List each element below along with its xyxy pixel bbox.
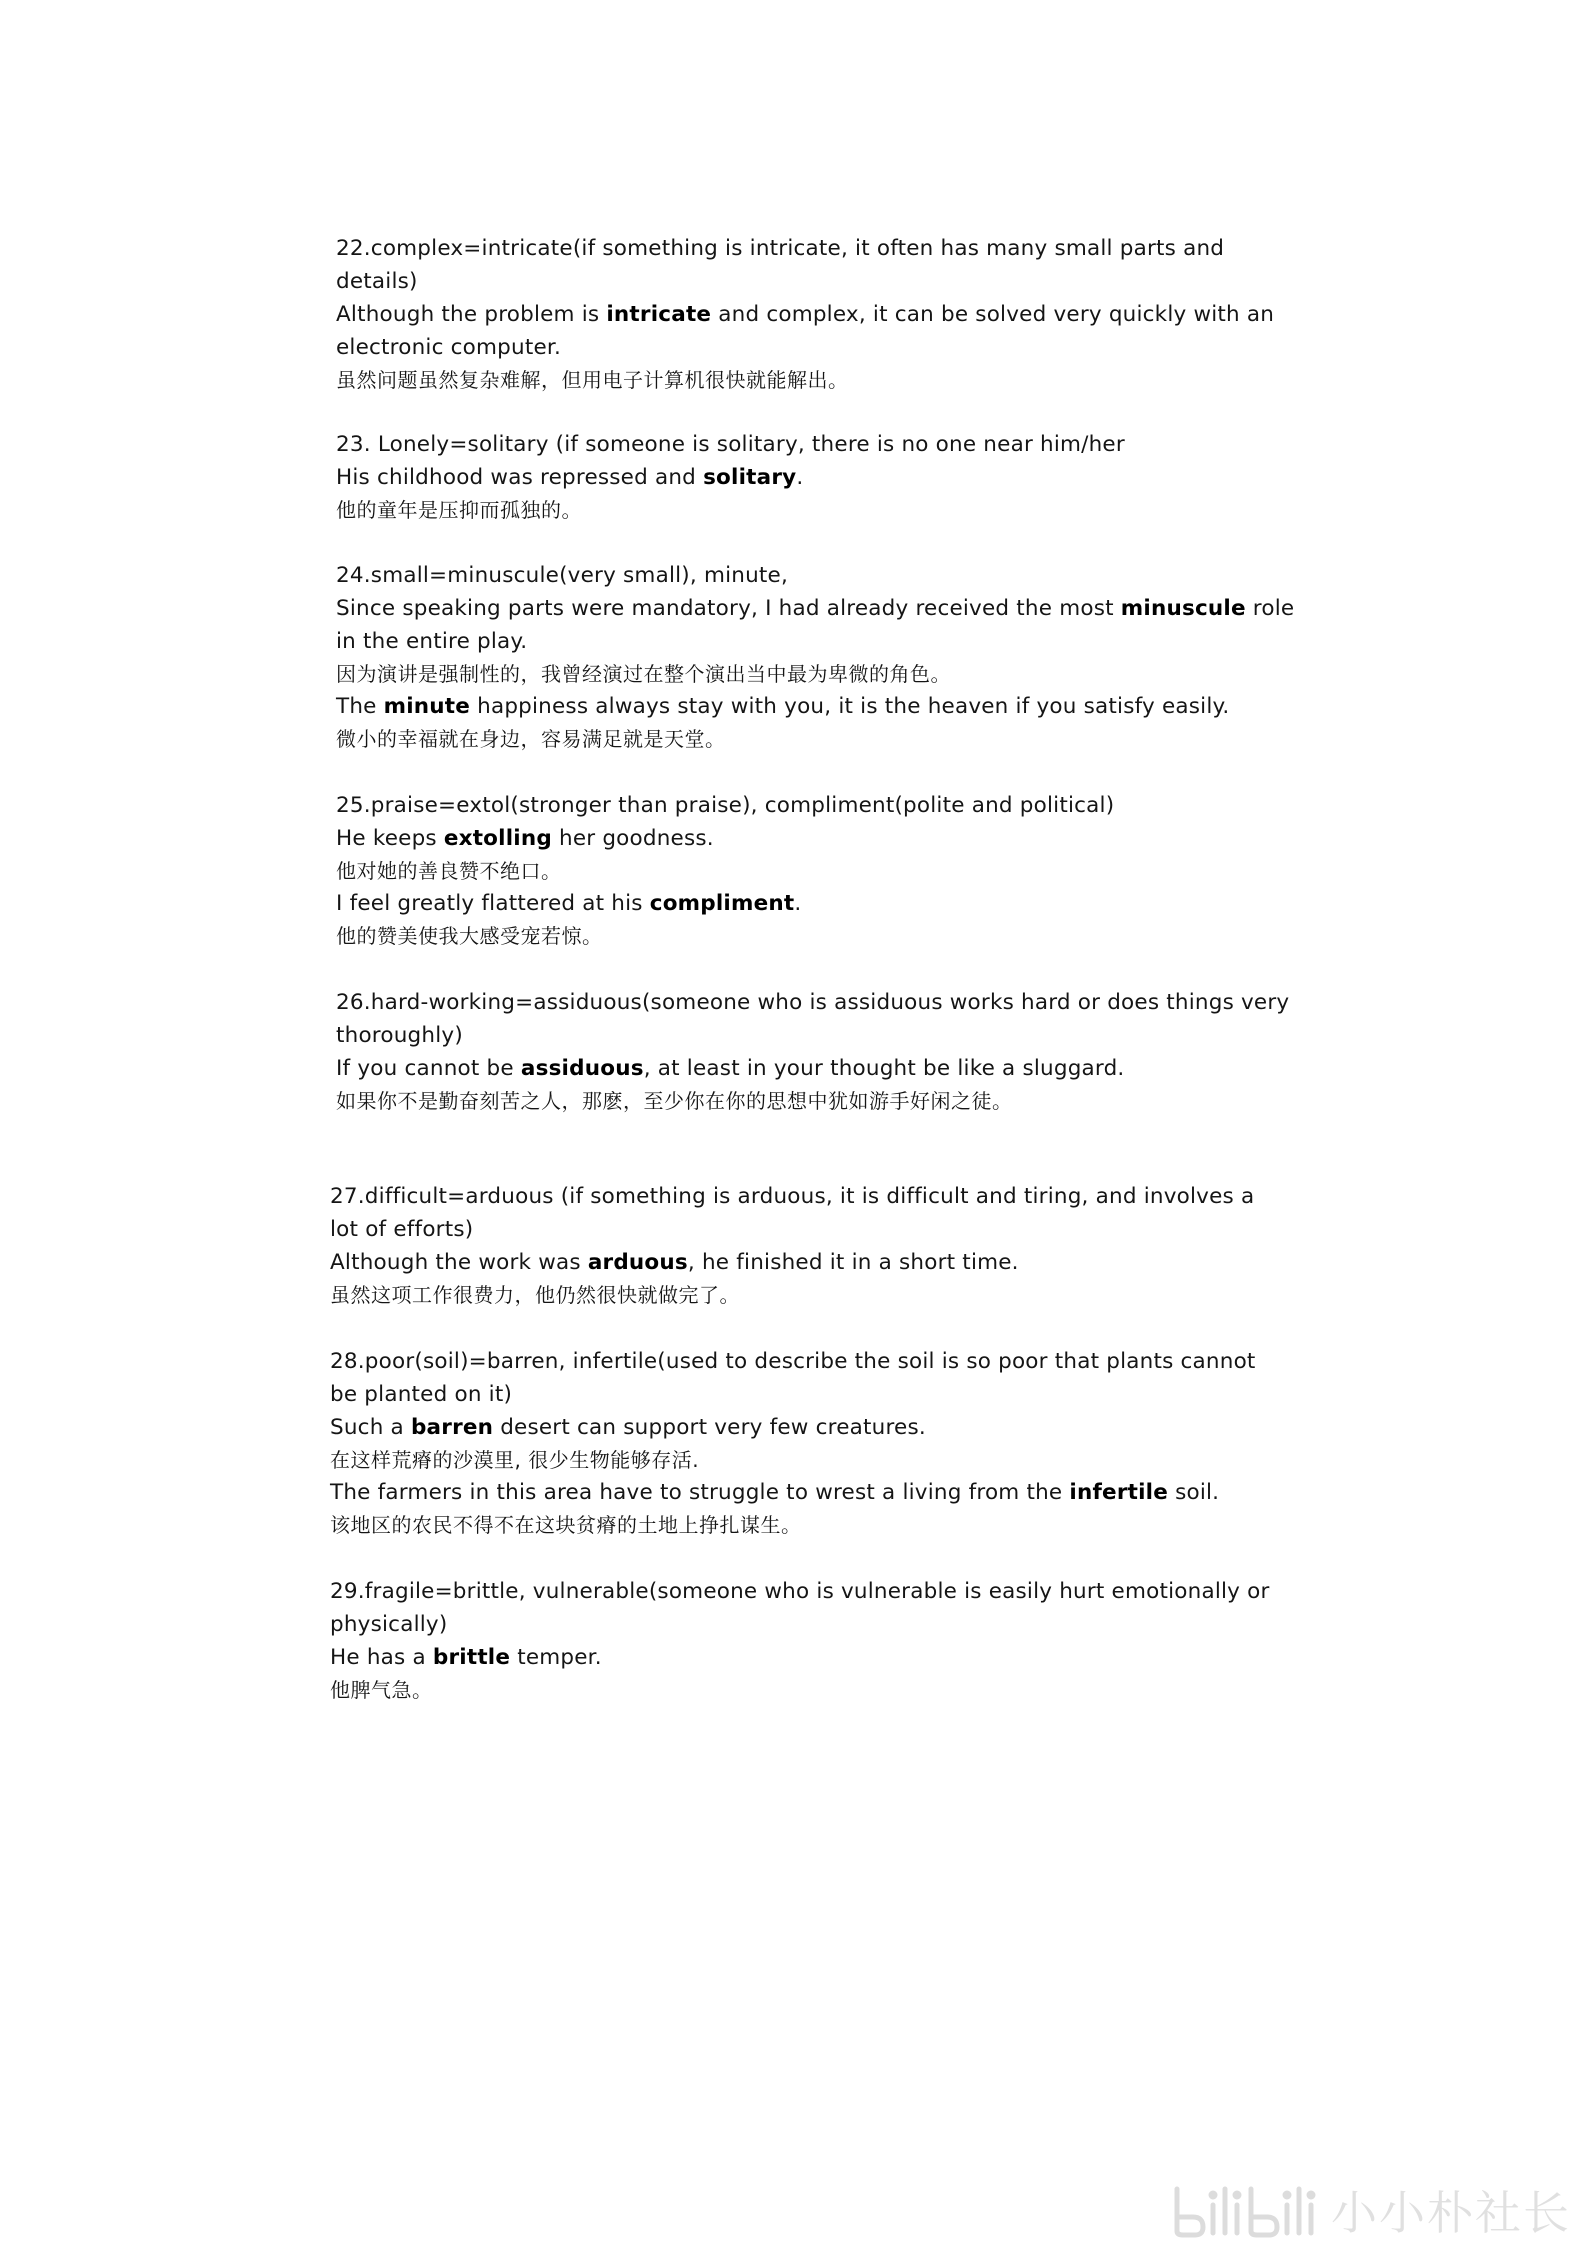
keyword: brittle <box>432 1645 511 1670</box>
watermark-author: 小小朴社长 <box>1331 2186 1571 2240</box>
text-line: 28.poor(soil)=barren, infertile(used to describe the soil is so poor that plants cannot <box>330 1349 1256 1374</box>
text-line: 26.hard-working=assiduous(someone who is assiduous works hard or does things very <box>336 990 1290 1015</box>
sentence-text: desert can support very few creatures. <box>493 1415 926 1440</box>
text-line <box>336 822 1256 855</box>
text-line <box>330 1641 1250 1674</box>
keyword: minute <box>383 694 471 719</box>
text-line <box>330 1411 1250 1444</box>
text-line: 24.small=minuscule(very small), minute, <box>336 563 789 588</box>
sentence-text: The <box>336 694 384 719</box>
text-line: details) <box>336 269 418 294</box>
sentence-text: . <box>796 465 804 490</box>
keyword: barren <box>410 1415 494 1440</box>
sentence-text: His childhood was repressed and <box>336 465 704 490</box>
sentence-text: , he finished it in a short time. <box>687 1250 1019 1275</box>
text-line: 27.difficult=arduous (if something is arduous, it is difficult and tiring, and involves a <box>330 1184 1255 1209</box>
sentence-text: He keeps <box>336 826 444 851</box>
sentence-text: and complex, it can be solved very quickly with an <box>711 302 1275 327</box>
text-line <box>330 1246 1250 1279</box>
sentence-text: soil. <box>1168 1480 1220 1505</box>
translation-line: 因为演讲是强制性的，我曾经演过在整个演出当中最为卑微的角色。 <box>336 662 951 686</box>
keyword: solitary <box>703 465 797 490</box>
text-line <box>336 592 1295 625</box>
sentence-text: I feel greatly flattered at his <box>336 891 650 916</box>
text-line <box>336 690 1256 723</box>
translation-line: 在这样荒瘠的沙漠里, 很少生物能够存活. <box>330 1448 700 1472</box>
translation-line: 他脾气急。 <box>330 1678 433 1702</box>
text-line: thoroughly) <box>336 1023 463 1048</box>
text-line: in the entire play. <box>336 629 528 654</box>
text-line: electronic computer. <box>336 335 562 360</box>
sentence-text: Such a <box>330 1415 411 1440</box>
translation-line: 微小的幸福就在身边，容易满足就是天堂。 <box>336 727 726 751</box>
sentence-text: The farmers in this area have to struggle to wrest a living from the <box>330 1480 1070 1505</box>
translation-line: 如果你不是勤奋刻苦之人，那麽，至少你在你的思想中犹如游手好闲之徒。 <box>336 1089 1013 1113</box>
text-line <box>330 1476 1250 1509</box>
translation-line: 他的童年是压抑而孤独的。 <box>336 498 582 522</box>
text-line <box>336 1052 1256 1085</box>
keyword: minuscule <box>1120 596 1246 621</box>
keyword: assiduous <box>520 1056 644 1081</box>
text-line: 25.praise=extol(stronger than praise), compliment(polite and political) <box>336 793 1115 818</box>
translation-line: 他对她的善良赞不绝口。 <box>336 859 562 883</box>
vocab-entry-22 <box>336 232 1275 396</box>
text-line: 22.complex=intricate(if something is intricate, it often has many small parts and <box>336 236 1225 261</box>
sentence-text: role <box>1245 596 1295 621</box>
vocab-entry-25 <box>336 789 1256 952</box>
text-line: 23. Lonely=solitary (if someone is solitary, there is no one near him/her <box>336 432 1125 457</box>
sentence-text: happiness always stay with you, it is the heaven if you satisfy easily. <box>470 694 1230 719</box>
text-line: physically) <box>330 1612 448 1637</box>
text-line <box>336 887 1256 920</box>
text-line <box>336 298 1275 331</box>
sentence-text: Although the work was <box>330 1250 588 1275</box>
translation-line: 他的赞美使我大感受宠若惊。 <box>336 924 603 948</box>
sentence-text: If you cannot be <box>336 1056 521 1081</box>
vocab-entry-23 <box>336 428 1256 526</box>
sentence-text: He has a <box>330 1645 433 1670</box>
text-line: be planted on it) <box>330 1382 513 1407</box>
sentence-text: , at least in your thought be like a sluggard. <box>643 1056 1125 1081</box>
vocab-entry-24 <box>336 559 1295 755</box>
vocab-entry-27 <box>330 1180 1255 1311</box>
vocab-entry-28 <box>330 1345 1256 1541</box>
sentence-text: her goodness. <box>551 826 714 851</box>
translation-line: 该地区的农民不得不在这块贫瘠的土地上挣扎谋生。 <box>330 1513 802 1537</box>
sentence-text: Since speaking parts were mandatory, I had already received the most <box>336 596 1121 621</box>
text-line <box>336 461 1256 494</box>
bilibili-logo-icon <box>1169 2183 1319 2239</box>
text-line: lot of efforts) <box>330 1217 474 1242</box>
keyword: arduous <box>587 1250 688 1275</box>
vocab-entry-29 <box>330 1575 1270 1706</box>
keyword: infertile <box>1069 1480 1169 1505</box>
translation-line: 虽然问题虽然复杂难解，但用电子计算机很快就能解出。 <box>336 368 849 392</box>
sentence-text: temper. <box>510 1645 602 1670</box>
sentence-text: Although the problem is <box>336 302 607 327</box>
keyword: extolling <box>443 826 552 851</box>
keyword: intricate <box>606 302 712 327</box>
watermark <box>1169 2183 1571 2239</box>
keyword: compliment <box>649 891 795 916</box>
vocab-entry-26 <box>336 986 1290 1117</box>
translation-line: 虽然这项工作很费力，他仍然很快就做完了。 <box>330 1283 740 1307</box>
text-line: 29.fragile=brittle, vulnerable(someone who is vulnerable is easily hurt emotionally or <box>330 1579 1270 1604</box>
sentence-text: . <box>794 891 802 916</box>
